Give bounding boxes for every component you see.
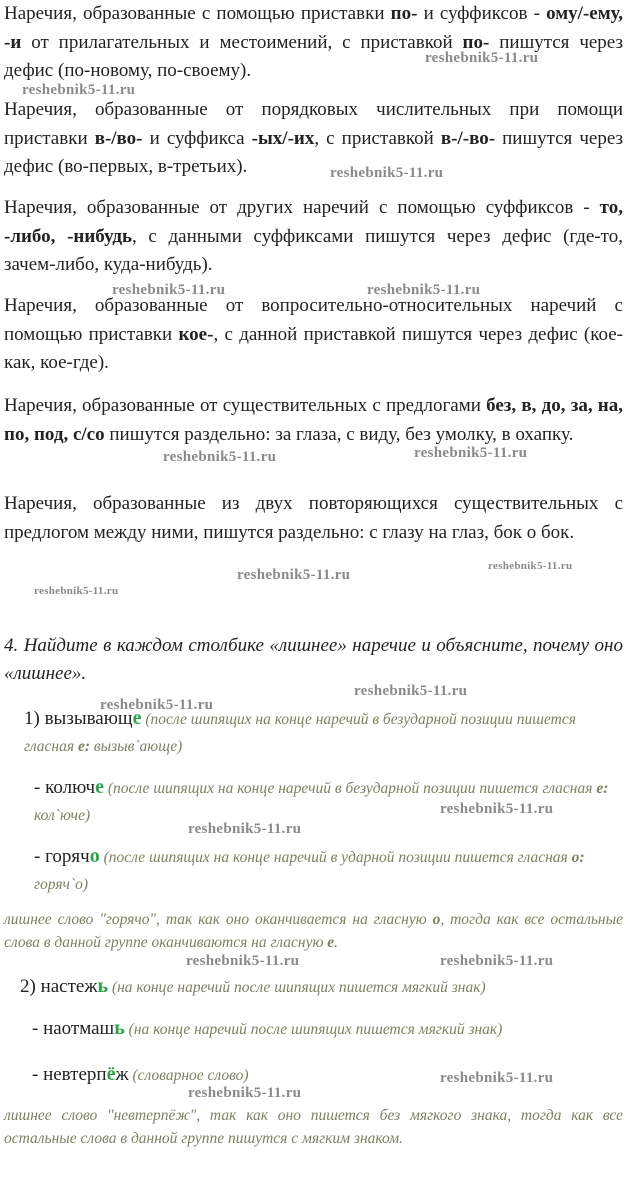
watermark: reshebnik5-11.ru bbox=[163, 449, 277, 465]
watermark: reshebnik5-11.ru bbox=[414, 445, 528, 461]
group2-word1: 2) настежь (на конце наречий после шипящих пишется мягкий знак) bbox=[20, 975, 486, 997]
rule-paragraph-6: Наречия, образованные из двух повторяющихся существительных с предлогом между ними, пишутся раздельно: с глазу на глаз, бок о бок. bbox=[4, 493, 623, 543]
group1-word1: 1) вызывающе (после шипящих на конце наречий в безударной позиции пишется гласная е: вызыв`ающе) bbox=[24, 707, 576, 755]
watermark: reshebnik5-11.ru bbox=[188, 1085, 302, 1101]
watermark: reshebnik5-11.ru bbox=[330, 165, 444, 181]
watermark: reshebnik5-11.ru bbox=[112, 282, 226, 298]
watermark: reshebnik5-11.ru bbox=[440, 953, 554, 969]
rule-paragraph-4: Наречия, образованные от вопросительно-относительных наречий с помощью приставки кое-, с данной приставкой пишутся через дефис (кое-как, кое-где). bbox=[4, 295, 623, 373]
rule-paragraph-1: Наречия, образованные с помощью приставки по- и суффиксов - ому/-ему, -и от прилагательных и местоимений, с приставкой по- пишутся через дефис (по-новому, по-своему). bbox=[4, 3, 624, 81]
watermark: reshebnik5-11.ru bbox=[440, 1070, 554, 1086]
watermark: reshebnik5-11.ru bbox=[488, 560, 573, 572]
watermark: reshebnik5-11.ru bbox=[367, 282, 481, 298]
group1-word3: - горячо (после шипящих на конце наречий в ударной позиции пишется гласная о: горяч`о) bbox=[34, 845, 585, 893]
watermark: reshebnik5-11.ru bbox=[237, 567, 351, 583]
watermark: reshebnik5-11.ru bbox=[186, 953, 300, 969]
group2-conclusion: лишнее слово "невтерпёж", так как оно пишется без мягкого знака, тогда как все остальные слова в данной группе пишутся с мягким знаком. bbox=[4, 1107, 623, 1147]
watermark: reshebnik5-11.ru bbox=[425, 50, 539, 66]
watermark: reshebnik5-11.ru bbox=[440, 801, 554, 817]
watermark: reshebnik5-11.ru bbox=[34, 585, 119, 597]
task-heading: 4. Найдите в каждом столбике «лишнее» наречие и объясните, почему оно «лишнее». bbox=[4, 635, 623, 684]
rule-paragraph-5: Наречия, образованные от существительных с предлогами без, в, до, за, на, по, под, с/со пишутся раздельно: за глаза, с виду, без умолку, в охапку. bbox=[4, 395, 623, 445]
group2-word3: - невтерпёж (словарное слово) bbox=[32, 1063, 249, 1085]
group1-conclusion: лишнее слово "горячо", так как оно оканчивается на гласную о, тогда как все остальные слова в данной группе оканчиваются на гласную е. bbox=[4, 911, 623, 951]
watermark: reshebnik5-11.ru bbox=[22, 82, 136, 98]
watermark: reshebnik5-11.ru bbox=[354, 683, 468, 699]
group2-word2: - наотмашь (на конце наречий после шипящих пишется мягкий знак) bbox=[32, 1017, 503, 1039]
rule-paragraph-3: Наречия, образованные от других наречий с помощью суффиксов - то, -либо, -нибудь, с данными суффиксами пишутся через дефис (где-то, зачем-либо, куда-нибудь). bbox=[4, 197, 623, 275]
watermark: reshebnik5-11.ru bbox=[100, 697, 214, 713]
watermark: reshebnik5-11.ru bbox=[188, 821, 302, 837]
group1-word2: - колюче (после шипящих на конце наречий в безударной позиции пишется гласная е: кол`юче) bbox=[34, 776, 609, 824]
rule-paragraph-2: Наречия, образованные от порядковых числительных при помощи приставки в-/во- и суффикса -ых/-их, с приставкой в-/-во- пишутся через дефис (во-первых, в-третьих). bbox=[4, 99, 624, 177]
